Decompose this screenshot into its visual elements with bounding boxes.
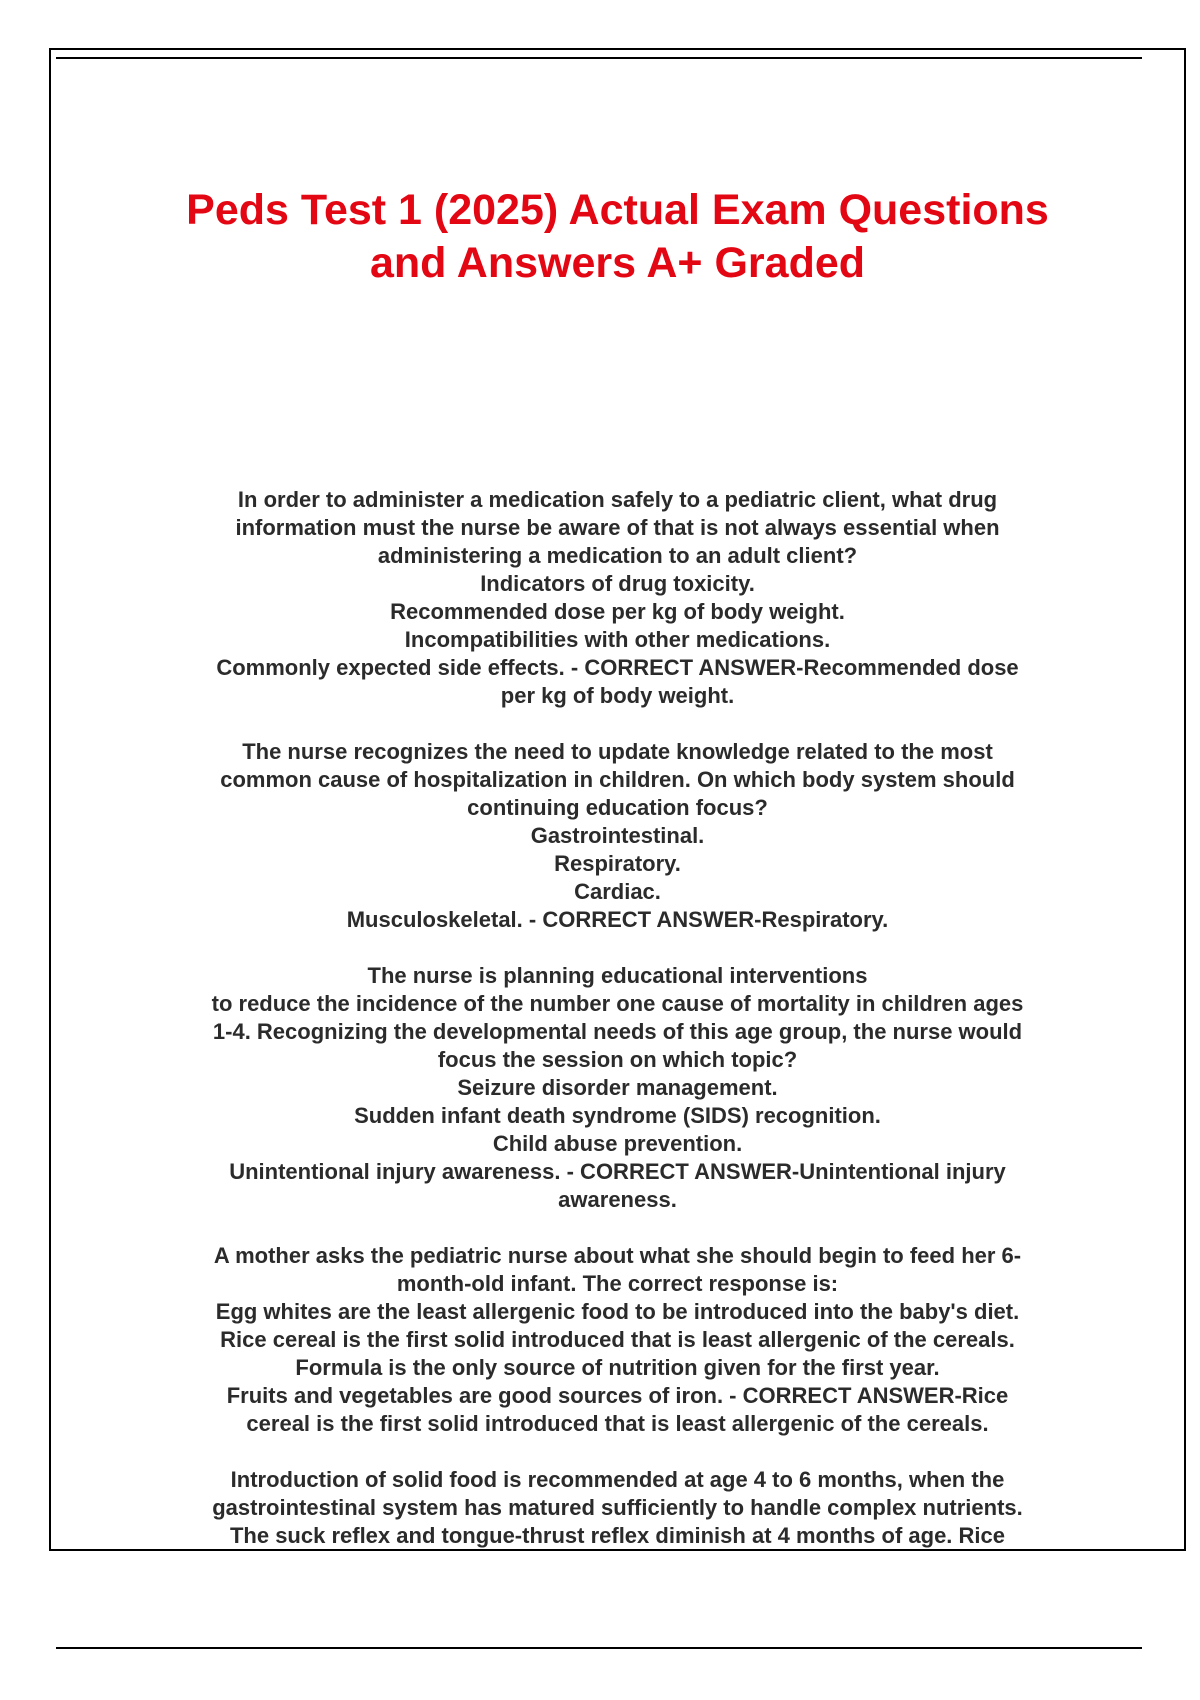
text-line: Formula is the only source of nutrition given for the first year. <box>295 1355 940 1380</box>
text-line: Commonly expected side effects. - CORRECT ANSWER-Recommended dose <box>216 655 1019 680</box>
text-line: Recommended dose per kg of body weight. <box>390 599 845 624</box>
text-line: per kg of body weight. <box>500 683 735 708</box>
text-line: The suck reflex and tongue-thrust reflex diminish at 4 months of age. Rice <box>229 1523 1006 1548</box>
text-line: A mother asks the pediatric nurse about what she should begin to feed her 6- <box>213 1243 1022 1268</box>
text-line: Incompatibilities with other medications. <box>404 627 831 652</box>
text-line: Musculoskeletal. - CORRECT ANSWER-Respiratory. <box>346 907 889 932</box>
text-line: Cardiac. <box>574 879 661 904</box>
text-line: Egg whites are the least allergenic food to be introduced into the baby's diet. <box>215 1299 1020 1324</box>
text-line: Sudden infant death syndrome (SIDS) recognition. <box>354 1103 881 1128</box>
text-line: common cause of hospitalization in children. On which body system should <box>220 767 1015 792</box>
text-line: Respiratory. <box>554 851 681 876</box>
text-line: Fruits and vegetables are good sources of iron. - CORRECT ANSWER-Rice <box>226 1383 1009 1408</box>
text-line: Unintentional injury awareness. - CORRECT ANSWER-Unintentional injury <box>229 1159 1006 1184</box>
text-line: gastrointestinal system has matured sufficiently to handle complex nutrients. <box>212 1495 1023 1520</box>
rationale-block <box>130 1466 1105 1550</box>
text-line: Gastrointestinal. <box>530 823 705 848</box>
title-line: Peds Test 1 (2025) Actual Exam Questions <box>186 186 1049 234</box>
question-block <box>130 962 1105 1214</box>
text-line: Seizure disorder management. <box>457 1075 778 1100</box>
text-line: The nurse recognizes the need to update knowledge related to the most <box>242 739 993 764</box>
text-line: Introduction of solid food is recommended at age 4 to 6 months, when the <box>230 1467 1005 1492</box>
text-line: 1-4. Recognizing the developmental needs of this age group, the nurse would <box>212 1019 1023 1044</box>
text-line: continuing education focus? <box>467 795 768 820</box>
question-block <box>130 1242 1105 1438</box>
text-line: awareness. <box>558 1187 677 1212</box>
text-line: Indicators of drug toxicity. <box>480 571 755 596</box>
text-line: cereal is the first solid introduced that is least allergenic of the cereals. <box>246 1411 989 1436</box>
bottom-rule <box>56 1647 1142 1649</box>
question-block <box>130 738 1105 934</box>
text-line: to reduce the incidence of the number one cause of mortality in children ages <box>211 991 1024 1016</box>
question-block <box>130 486 1105 710</box>
text-line: month-old infant. The correct response is: <box>396 1271 839 1296</box>
text-line: Child abuse prevention. <box>492 1131 743 1156</box>
text-line: In order to administer a medication safely to a pediatric client, what drug <box>237 487 998 512</box>
document-body <box>130 486 1105 1578</box>
text-line: The nurse is planning educational interventions <box>367 963 868 988</box>
document-title <box>100 184 1135 290</box>
text-line: focus the session on which topic? <box>437 1047 798 1072</box>
title-line: and Answers A+ Graded <box>369 239 866 287</box>
text-line: administering a medication to an adult client? <box>377 543 858 568</box>
text-line: information must the nurse be aware of that is not always essential when <box>235 515 1000 540</box>
text-line: Rice cereal is the first solid introduced that is least allergenic of the cereals. <box>220 1327 1015 1352</box>
